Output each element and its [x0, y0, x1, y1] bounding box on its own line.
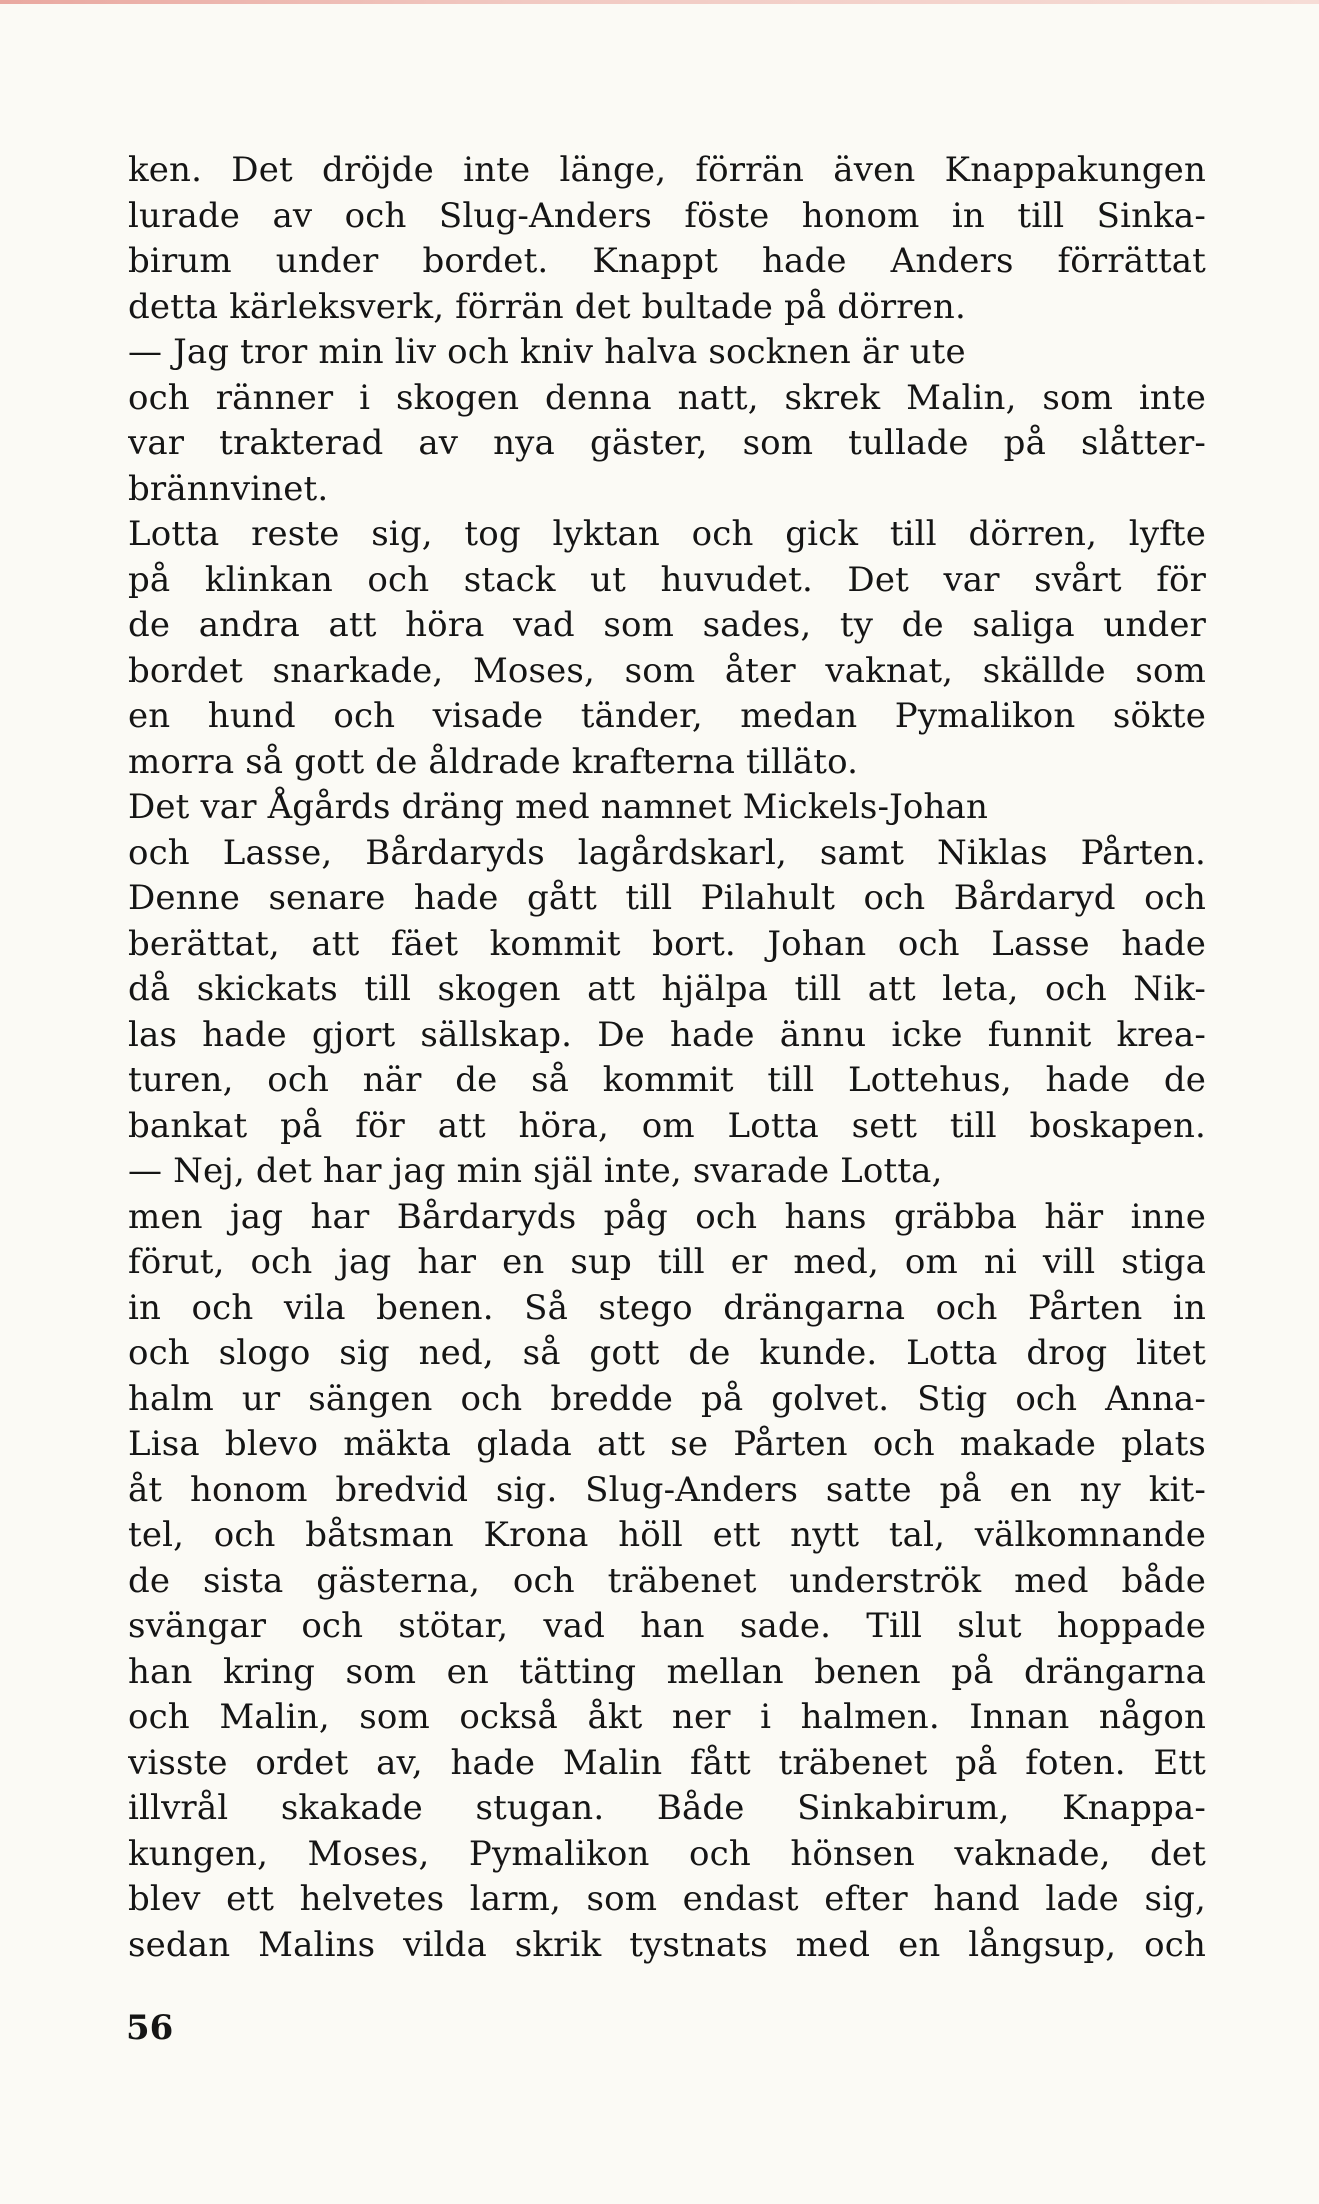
text-line: då skickats till skogen att hjälpa till att leta, och Nik- — [128, 969, 1206, 1009]
text-line: bankat på för att höra, om Lotta sett till boskapen. — [128, 1105, 1206, 1146]
text-line: och slogo sig ned, så gott de kunde. Lotta drog litet — [128, 1333, 1206, 1373]
text-line: las hade gjort sällskap. De hade ännu icke funnit krea- — [128, 1014, 1206, 1055]
text-line: Denne senare hade gått till Pilahult och Bårdaryd och — [128, 878, 1206, 918]
text-line: birum under bordet. Knappt hade Anders förrättat — [128, 241, 1206, 281]
text-line: men jag har Bårdaryds påg och hans gräbba här inne — [128, 1196, 1206, 1237]
text-line: Lisa blevo mäkta glada att se Pårten och makade plats — [128, 1424, 1206, 1464]
text-line: lurade av och Slug-Anders föste honom in till Sinka- — [128, 195, 1206, 236]
body-text — [128, 148, 1206, 1968]
text-line: tel, och båtsman Krona höll ett nytt tal, välkomnande — [128, 1515, 1206, 1555]
text-line: in och vila benen. Så stego drängarna och Pårten in — [128, 1287, 1206, 1328]
text-line: åt honom bredvid sig. Slug-Anders satte på en ny kit- — [128, 1469, 1206, 1510]
text-line: morra så gott de åldrade krafterna tilläto. — [128, 741, 859, 782]
text-line: detta kärleksverk, förrän det bultade på dörren. — [128, 286, 966, 327]
text-line: visste ordet av, hade Malin fått träbenet på foten. Ett — [128, 1742, 1206, 1783]
text-line: — Nej, det har jag min själ inte, svarade Lotta, — [128, 1151, 943, 1191]
text-line: de sista gästerna, och träbenet underströk med både — [128, 1560, 1206, 1601]
text-line: förut, och jag har en sup till er med, om ni vill stiga — [128, 1242, 1206, 1282]
text-line: ken. Det dröjde inte länge, förrän även Knappakungen — [128, 150, 1206, 190]
text-line: var trakterad av nya gäster, som tullade på slåtter- — [128, 423, 1206, 463]
text-line: han kring som en tätting mellan benen på drängarna — [128, 1651, 1206, 1692]
text-line: blev ett helvetes larm, som endast efter hand lade sig, — [128, 1879, 1206, 1919]
text-line: kungen, Moses, Pymalikon och hönsen vaknade, det — [128, 1833, 1206, 1874]
text-line: turen, och när de så kommit till Lottehus, hade de — [128, 1060, 1206, 1100]
text-line: brännvinet. — [128, 468, 329, 509]
text-line: svängar och stötar, vad han sade. Till slut hoppade — [128, 1606, 1206, 1646]
text-line: Lotta reste sig, tog lyktan och gick till dörren, lyfte — [128, 514, 1206, 554]
text-line: de andra att höra vad som sades, ty de saliga under — [128, 605, 1206, 645]
text-line: bordet snarkade, Moses, som åter vaknat, skällde som — [128, 650, 1206, 691]
text-line: halm ur sängen och bredde på golvet. Stig och Anna- — [128, 1378, 1206, 1419]
text-line: och Malin, som också åkt ner i halmen. Innan någon — [128, 1697, 1206, 1737]
page-number: 56 — [126, 2008, 174, 2048]
text-line: på klinkan och stack ut huvudet. Det var svårt för — [128, 559, 1206, 600]
text-line: en hund och visade tänder, medan Pymalikon sökte — [128, 696, 1206, 736]
page-top-edge — [0, 0, 1319, 4]
text-line: illvrål skakade stugan. Både Sinkabirum, Knappa- — [128, 1788, 1206, 1828]
text-line: och ränner i skogen denna natt, skrek Malin, som inte — [128, 377, 1206, 418]
text-line: berättat, att fäet kommit bort. Johan och Lasse hade — [128, 923, 1206, 964]
text-line: och Lasse, Bårdaryds lagårdskarl, samt Niklas Pårten. — [128, 832, 1206, 873]
text-line: Det var Ågårds dräng med namnet Mickels-Johan — [128, 787, 989, 827]
text-line: sedan Malins vilda skrik tystnats med en långsup, och — [128, 1924, 1206, 1965]
text-line: — Jag tror min liv och kniv halva socknen är ute — [128, 332, 966, 372]
